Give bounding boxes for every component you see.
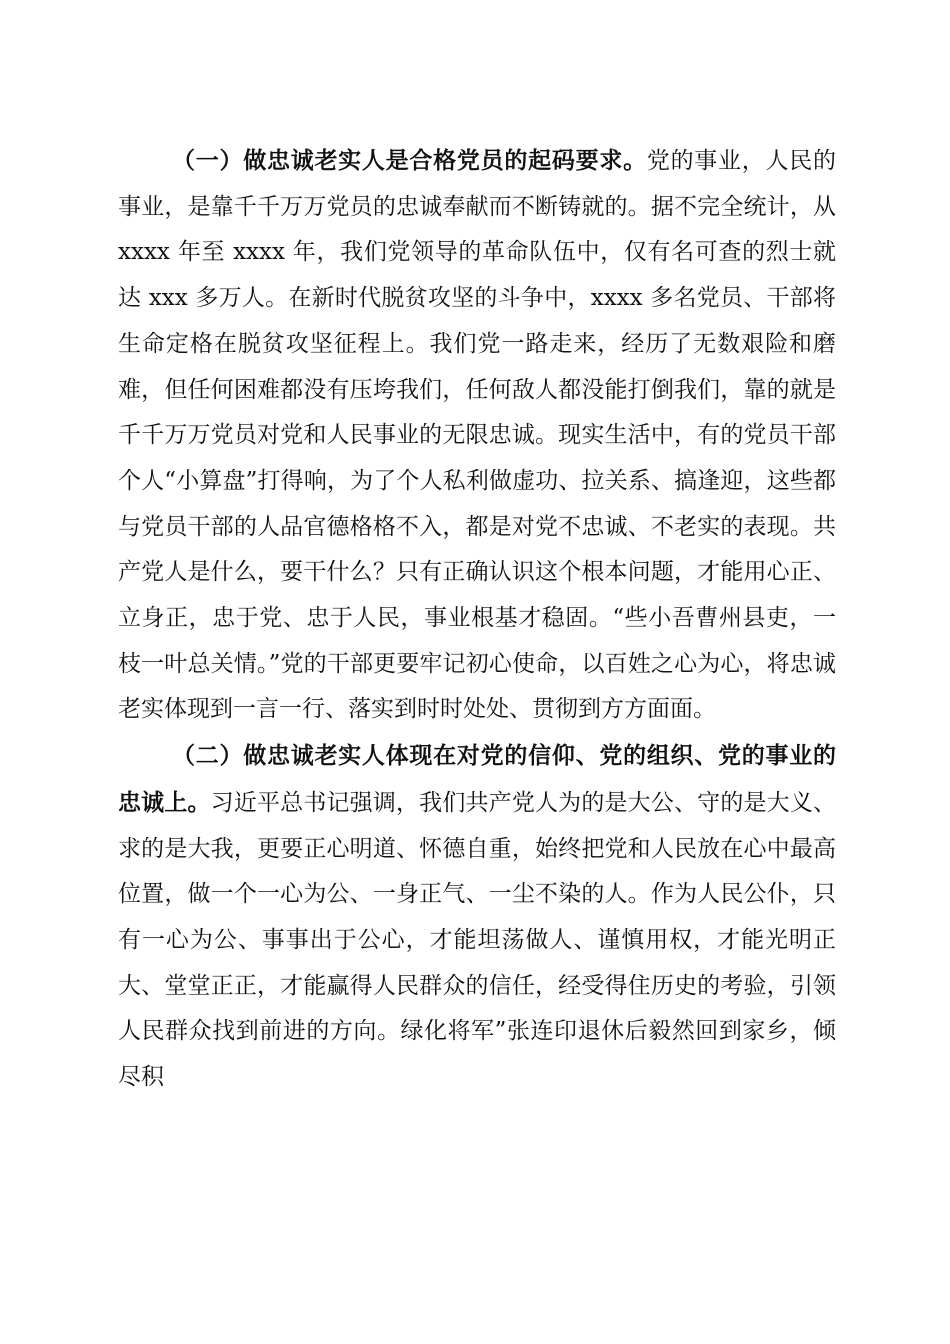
paragraph-2-heading: （二）做忠诚老实人体现在对党的信仰、党的组织、党的事业的忠诚上。 — [118, 742, 836, 816]
paragraph-1 — [118, 138, 836, 733]
paragraph-2 — [118, 733, 836, 1101]
document-page — [118, 138, 836, 1101]
paragraph-1-body: 党的事业，人民的事业，是靠千千万万党员的忠诚奉献而不断铸就的。据不完全统计，从 xxxx 年至 xxxx 年，我们党领导的革命队伍中，仅有名可查的烈士就达 xxx 多万人。在新时代脱贫攻坚的斗争中，xxxx 多名党员、干部将生命定格在脱贫攻坚征程上。我们党一路走来，经历了无数艰险和磨难，但任何困难都没有压垮我们，任何敌人都没能打倒我们，靠的就是千千万万党员对党和人民事业的无限忠诚。现实生活中，有的党员干部个人“小算盘”打得响，为了个人私利做虚功、拉关系、搞逢迎，这些都与党员干部的人品官德格格不入，都是对党不忠诚、不老实的表现。共产党人是什么，要干什么？只有正确认识这个根本问题，才能用心正、立身正，忠于党、忠于人民，事业根基才稳固。“些小吾曹州县吏，一枝一叶总关情。”党的干部更要牢记初心使命，以百姓之心为心，将忠诚老实体现到一言一行、落实到时时处处、贯彻到方方面面。 — [118, 148, 837, 723]
paragraph-2-body: 习近平总书记强调，我们共产党人为的是大公、守的是大义、求的是大我，更要正心明道、怀德自重，始终把党和人民放在心中最高位置，做一个一心为公、一身正气、一尘不染的人。作为人民公仆，只有一心为公、事事出于公心，才能坦荡做人、谨慎用权，才能光明正大、堂堂正正，才能赢得人民群众的信任，经受得住历史的考验，引领人民群众找到前进的方向。绿化将军”张连印退休后毅然回到家乡，倾尽积 — [118, 789, 837, 1091]
paragraph-1-heading: （一）做忠诚老实人是合格党员的起码要求。 — [172, 147, 647, 174]
